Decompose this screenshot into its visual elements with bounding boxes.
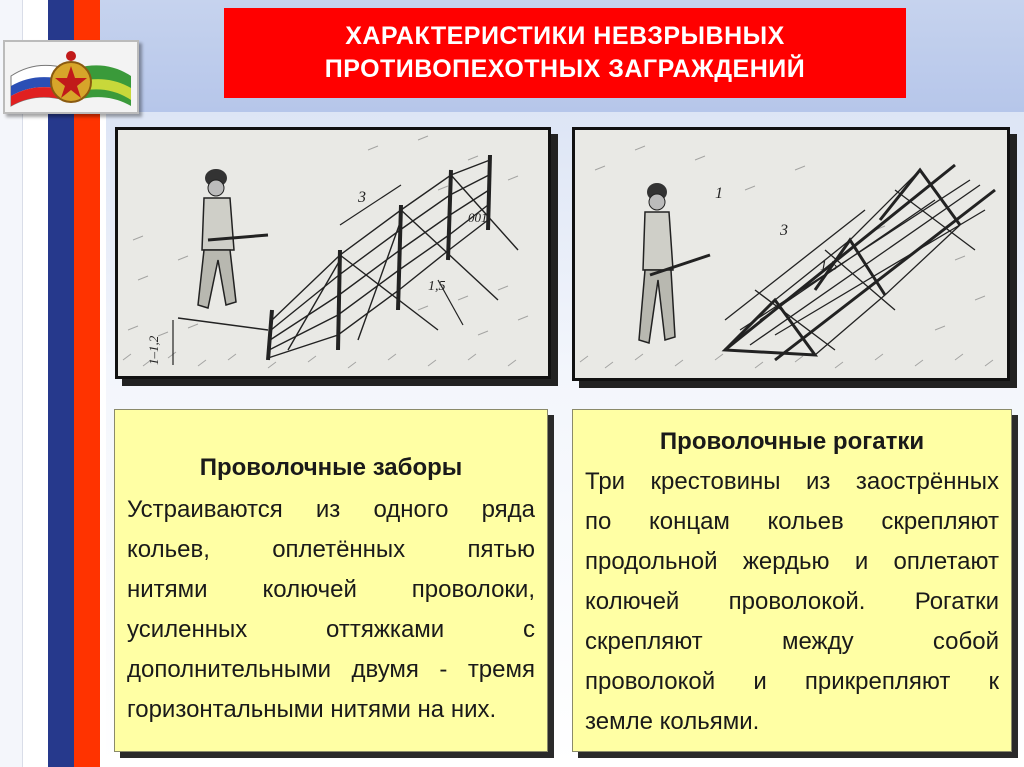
caption-right-line-4: колючей проволокой. Рогатки — [585, 588, 999, 615]
caption-left-line-2: кольев, оплетённых пятью — [127, 536, 535, 563]
title-line-1: ХАРАКТЕРИСТИКИ НЕВЗРЫВНЫХ — [345, 22, 785, 50]
fig-right-dim-2: 1,5 — [820, 259, 838, 274]
caption-left-line-3: нитями колючей проволоки, — [127, 576, 535, 603]
fig-left-dim-2: 1,5 — [428, 279, 446, 294]
wire-fence-illustration — [115, 127, 551, 379]
caption-left-line-1: Устраиваются из одного ряда — [127, 496, 535, 523]
caption-left-line-6: горизонтальными нитями на них. — [127, 696, 497, 723]
caption-left-title: Проволочные заборы — [199, 454, 463, 481]
caption-left-line-4: усиленных оттяжками с — [127, 616, 535, 643]
caption-right-line-1: Три крестовины из заострённых — [585, 468, 999, 495]
fig-left-dim-3: 001 — [468, 210, 488, 225]
fig-right-mark: 1 — [715, 185, 723, 202]
caption-right-line-5: скрепляют между собой — [585, 628, 999, 655]
caption-right-line-6: проволокой и прикрепляют к — [585, 668, 999, 695]
wire-chevaux-de-frise-illustration — [572, 127, 1010, 381]
fig-right-dim-1: 3 — [780, 222, 788, 239]
caption-right-line-7: земле кольями. — [585, 708, 760, 735]
fig-left-dim-height: 1–1,2 — [146, 335, 161, 365]
title-line-2: ПРОТИВОПЕХОТНЫХ ЗАГРАЖДЕНИЙ — [324, 55, 806, 83]
caption-right-line-2: по концам кольев скрепляют — [585, 508, 999, 535]
slide-title — [224, 8, 906, 98]
caption-left-line-5: дополнительными двумя - тремя — [127, 656, 535, 683]
fig-left-dim-1: 3 — [358, 189, 366, 206]
caption-wire-chevaux-de-frise — [572, 409, 1012, 752]
caption-right-line-3: продольной жердью и оплетают — [585, 548, 999, 575]
army-emblem-icon — [3, 40, 139, 114]
caption-right-title: Проволочные рогатки — [659, 428, 925, 455]
caption-wire-fences — [114, 409, 548, 752]
